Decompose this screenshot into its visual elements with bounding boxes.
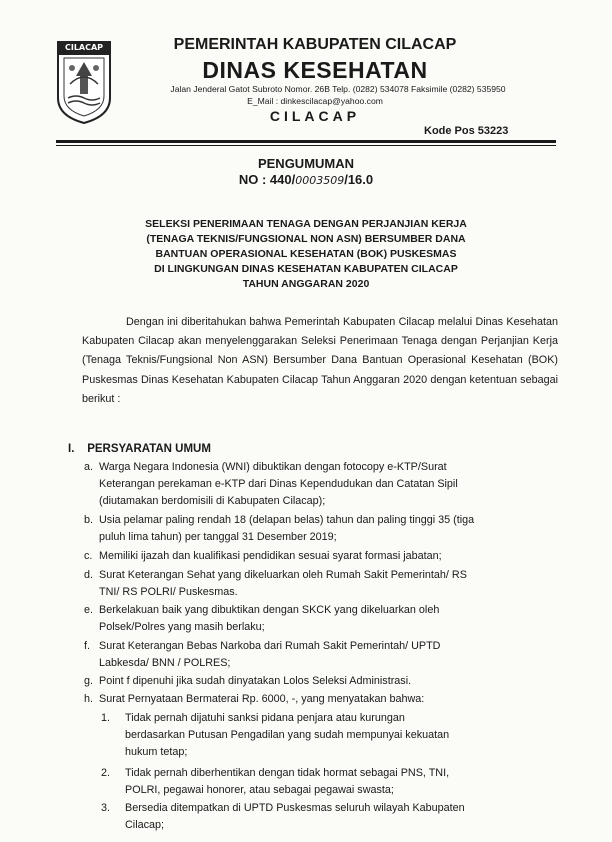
item-label: g.: [84, 675, 94, 687]
item-line: Surat Keterangan Bebas Narkoba dari Rumah Sakit Pemerintah/ UPTD: [99, 640, 441, 652]
sub-item-line: Tidak pernah dijatuhi sanksi pidana penjara atau kurungan: [125, 712, 405, 724]
item-line: Warga Negara Indonesia (WNI) dibuktikan dengan fotocopy e-KTP/Surat: [99, 461, 447, 473]
item-line: Usia pelamar paling rendah 18 (delapan belas) tahun dan paling tinggi 35 (tiga: [99, 514, 475, 526]
list-item: [84, 459, 558, 510]
letterhead-divider-thick: [56, 140, 556, 143]
section-heading: [68, 443, 211, 455]
sub-item-line: Tidak pernah diberhentikan dengan tidak hormat sebagai PNS, TNI,: [125, 767, 450, 779]
sub-item-line: Cilacap;: [125, 819, 165, 831]
item-label: a.: [84, 461, 94, 473]
section-number: I.: [68, 443, 75, 455]
intro-paragraph: Dengan ini diberitahukan bahwa Pemerintah Kabupaten Cilacap melalui Dinas Kesehatan Kabupaten Cilacap akan menyelenggarakan Seleksi Penerimaan Tenaga dengan Perjanjian Kerja (Tenaga Teknis/Fungsional Non ASN) Bersumber Dana Bantuan Operasional Kesehatan (BOK) Puskesmas Dinas Kesehatan Kabupaten Cilacap Tahun Anggaran 2020 dengan ketentuan sebagai berikut :: [82, 316, 558, 405]
list-item: [84, 638, 558, 672]
government-name: PEMERINTAH KABUPATEN CILACAP: [173, 36, 457, 53]
subject-line: BANTUAN OPERASIONAL KESEHATAN (BOK) PUSKESMAS: [155, 248, 457, 260]
number-prefix: NO : 440/: [238, 172, 296, 187]
item-line: Berkelakuan baik yang dibuktikan dengan SKCK yang dikeluarkan oleh: [99, 604, 440, 616]
sub-item-line: Bersedia ditempatkan di UPTD Puskesmas seluruh wilayah Kabupaten: [125, 802, 465, 814]
sub-list-item: [101, 765, 558, 799]
subject-line: TAHUN ANGGARAN 2020: [242, 278, 370, 290]
handwritten-number: 0003509: [295, 174, 345, 187]
item-line: Keterangan perekaman e-KTP dari Dinas Kependudukan dan Catatan Sipil: [99, 478, 458, 490]
sub-item-line: hukum tetap;: [125, 746, 188, 758]
item-line: Surat Pernyataan Bermaterai Rp. 6000, -, yang menyatakan bahwa:: [99, 693, 425, 705]
item-label: f.: [84, 640, 90, 652]
office-address: Jalan Jenderal Gatot Subroto Nomor. 26B Telp. (0282) 534078 Faksimile (0282) 535950: [170, 84, 506, 94]
section-title: PERSYARATAN UMUM: [87, 443, 211, 455]
item-line: Surat Keterangan Sehat yang dikeluarkan oleh Rumah Sakit Pemerintah/ RS: [99, 569, 467, 581]
item-line: (diutamakan berdomisili di Kabupaten Cilacap);: [99, 495, 326, 507]
item-label: c.: [84, 550, 93, 562]
item-label: e.: [84, 604, 94, 616]
sub-item-line: POLRI, pegawai honorer, atau sebagai pegawai swasta;: [125, 784, 394, 796]
sub-list-item: [101, 710, 558, 761]
item-line: Memiliki ijazah dan kualifikasi pendidikan sesuai syarat formasi jabatan;: [99, 550, 442, 562]
subject-line: SELEKSI PENERIMAAN TENAGA DENGAN PERJANJIAN KERJA: [145, 218, 467, 230]
number-suffix: /16.0: [344, 172, 374, 187]
item-line: Labkesda/ BNN / POLRES;: [99, 657, 231, 669]
office-email: E_Mail : dinkescilacap@yahoo.com: [247, 96, 383, 106]
department-name: DINAS KESEHATAN: [202, 57, 428, 83]
letterhead-divider-thin: [56, 145, 556, 146]
list-item: [84, 548, 558, 565]
list-item: [84, 691, 558, 708]
sub-item-line: berdasarkan Putusan Pengadilan yang sudah mempunyai kekuatan: [125, 729, 450, 741]
postal-code: Kode Pos 53223: [424, 125, 509, 137]
item-label: h.: [84, 693, 94, 705]
subject-line: (TENAGA TEKNIS/FUNGSIONAL NON ASN) BERSUMBER DANA: [146, 233, 466, 245]
list-item: [84, 567, 558, 601]
sub-item-label: 3.: [101, 802, 111, 814]
sub-item-label: 1.: [101, 712, 111, 724]
item-line: TNI/ RS POLRI/ Puskesmas.: [99, 586, 238, 598]
item-line: puluh lima tahun) per tanggal 31 Desember 2019;: [99, 531, 337, 543]
item-label: b.: [84, 514, 94, 526]
subject-line: DI LINGKUNGAN DINAS KESEHATAN KABUPATEN CILACAP: [154, 263, 458, 275]
list-item: [84, 602, 558, 636]
sub-item-label: 2.: [101, 767, 111, 779]
crest-label: CILACAP: [64, 43, 104, 52]
announcement-title: PENGUMUMAN: [257, 156, 355, 171]
item-line: Polsek/Polres yang masih berlaku;: [99, 621, 265, 633]
city-name: CILACAP: [269, 108, 361, 124]
list-item: [84, 673, 558, 690]
sub-list-item: [101, 800, 558, 834]
item-line: Point f dipenuhi jika sudah dinyatakan Lolos Seleksi Administrasi.: [99, 675, 412, 687]
list-item: [84, 512, 558, 546]
announcement-number: [0, 172, 612, 187]
item-label: d.: [84, 569, 94, 581]
